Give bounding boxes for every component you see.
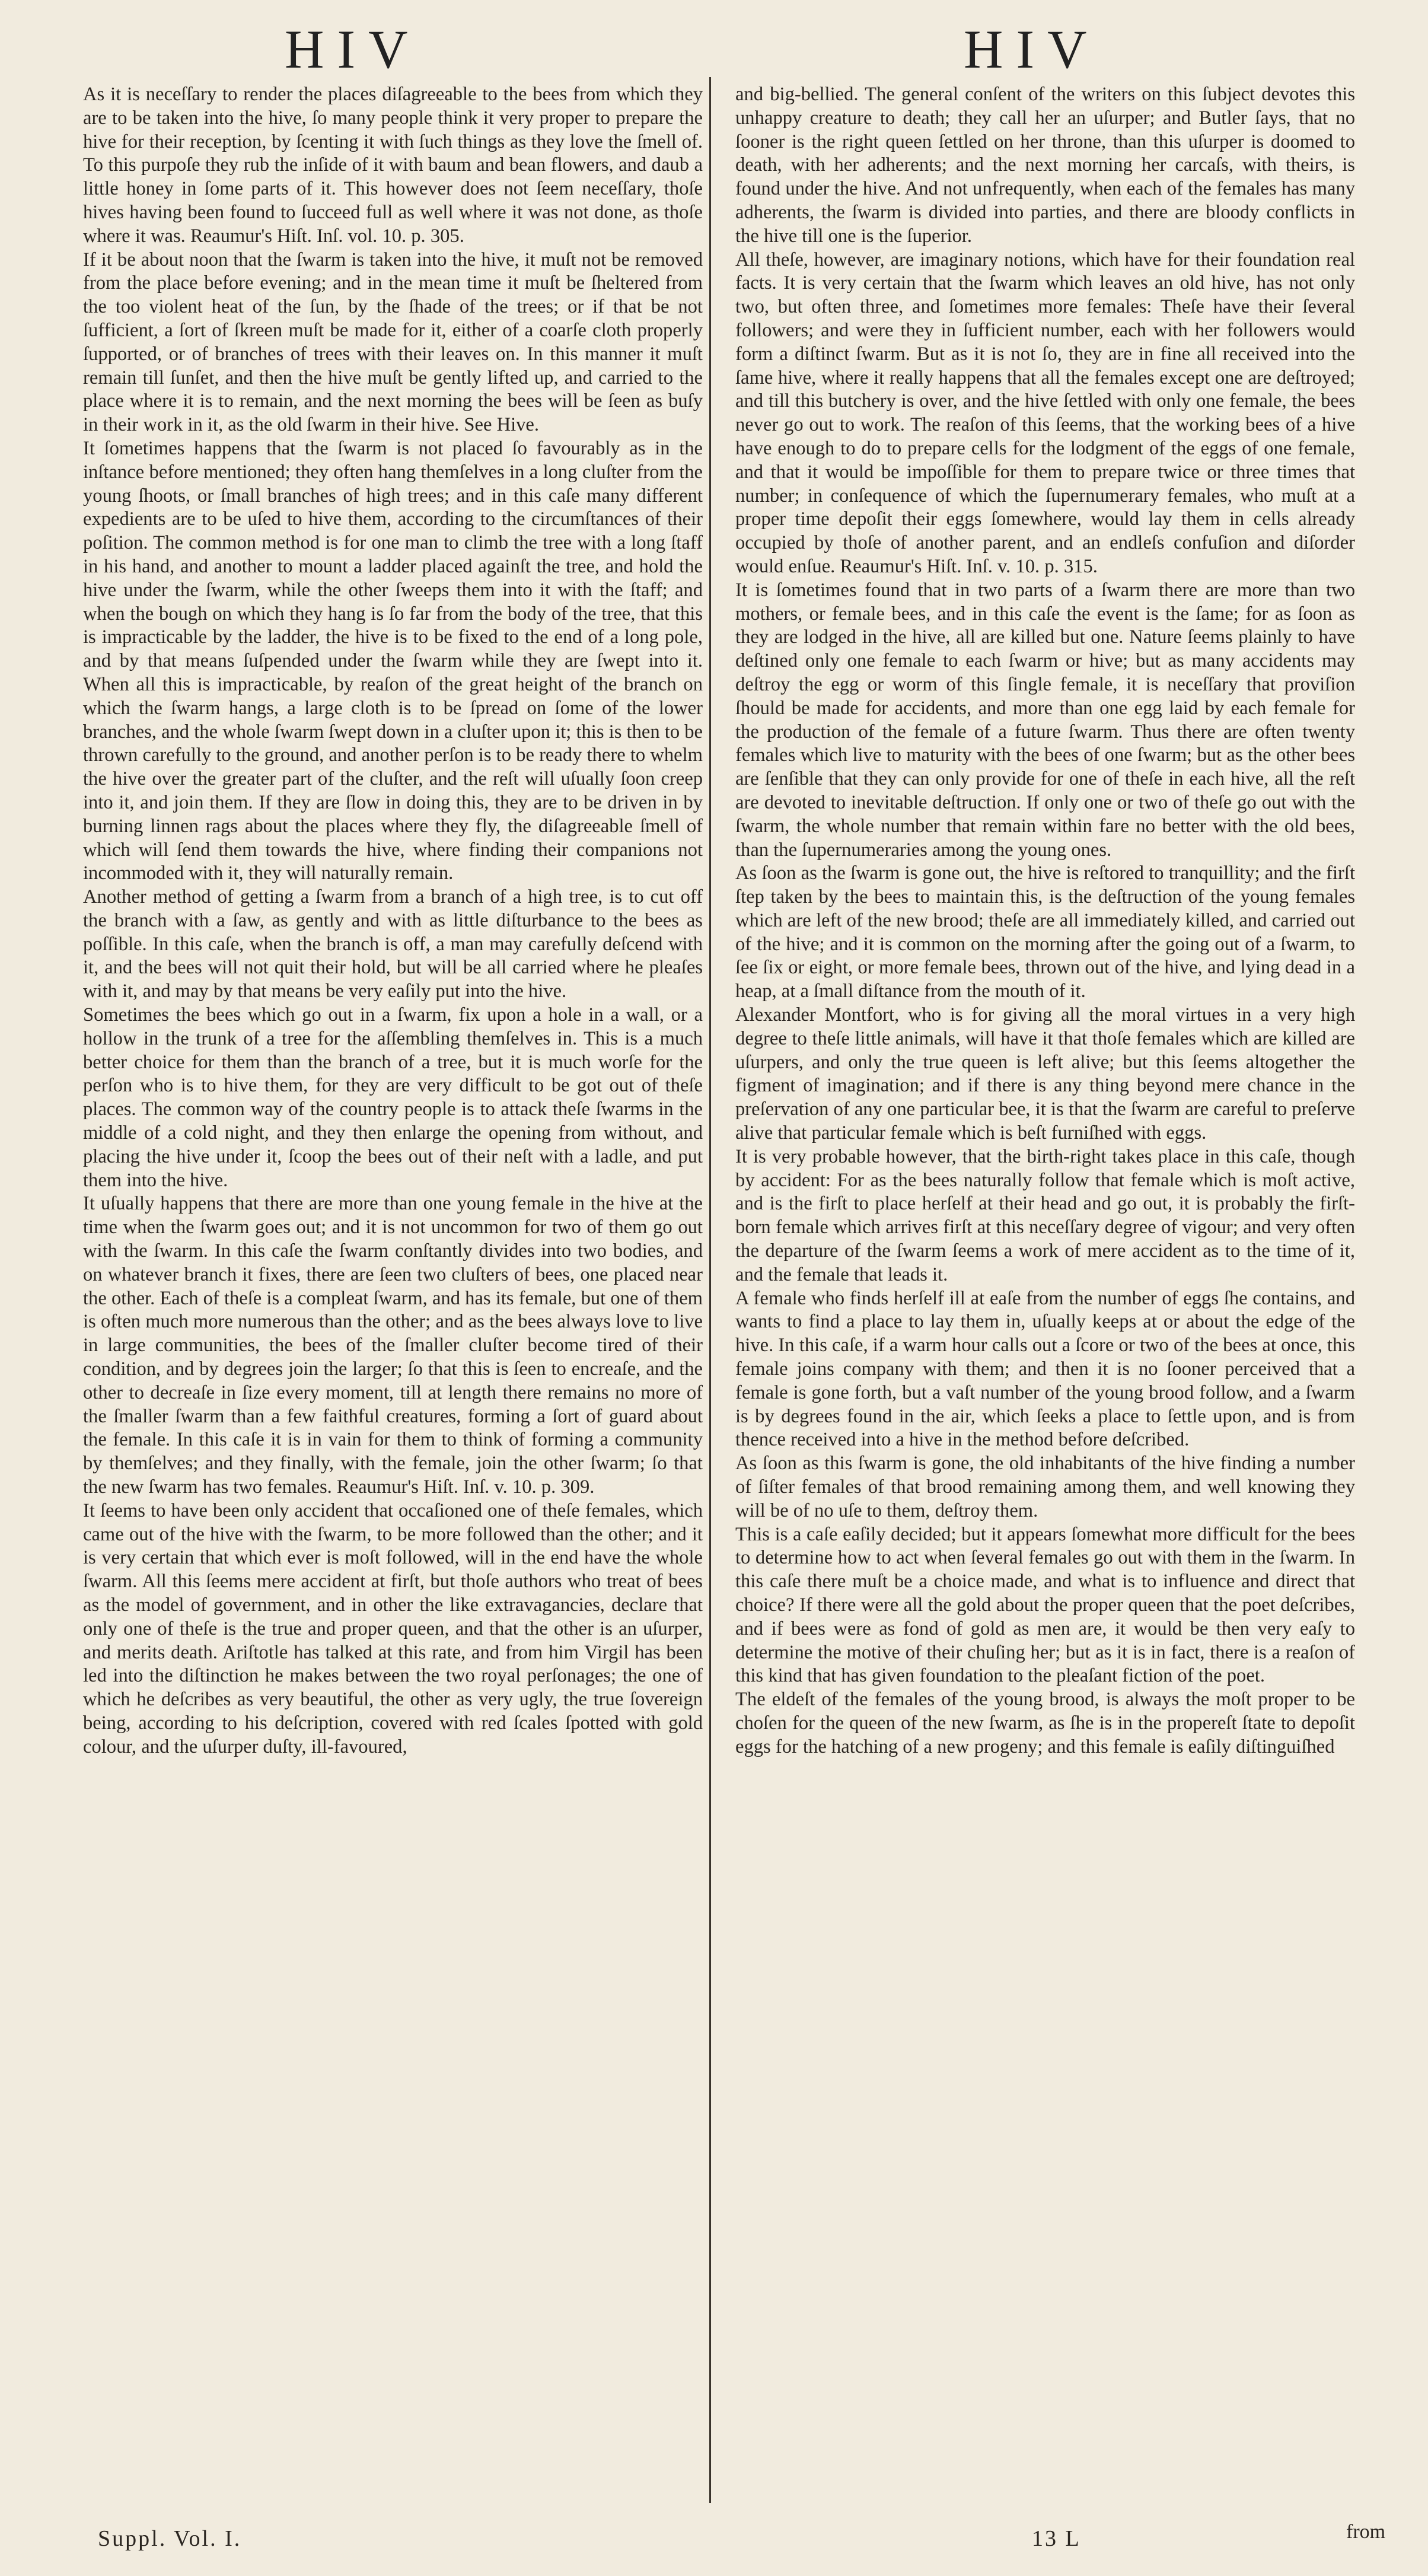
paragraph: Another method of getting a ſwarm from a branch of a high tree, is to cut off the branch with a ſaw, as gently and with as little diſturbance to the bees as poſſible. In this caſe, when the branch is off, a man may carefully deſcend with it, and the bees will not quit their hold, but will be all carried where he pleaſes with it, and may by that means be very eaſily put into the hive. [83, 886, 703, 1002]
left-column [83, 83, 703, 1759]
volume-footer: Suppl. Vol. I. [98, 2526, 242, 2551]
paragraph: As it is neceſſary to render the places diſagreeable to the bees from which they are to be taken into the hive, ſo many people think it very proper to prepare the hive for their reception, by ſcenting it with ſuch things as they love the ſmell of. To this purpoſe they rub the inſide of it with baum and bean flowers, and daub a little honey in ſome parts of it. This however does not ſeem neceſſary, thoſe hives having been found to ſucceed full as well where it was not done, as thoſe where it was. Reaumur's Hiſt. Inſ. vol. 10. p. 305. [83, 84, 703, 247]
paragraph: It ſometimes happens that the ſwarm is not placed ſo favourably as in the inſtance before mentioned; they often hang themſelves in a long cluſter from the young ſhoots, or ſmall branches of high trees; and in this caſe many different expedients are to be uſed to hive them, according to the circumſtances of their poſition. The common method is for one man to climb the tree with a long ſtaff in his hand, and another to mount a ladder placed againſt the tree, and hold the hive under the ſwarm, while the other ſweeps them into it with the ſtaff; and when the bough on which they hang is ſo far from the body of the tree, that this is impracticable by the ladder, the hive is to be fixed to the end of a long pole, and by that means ſuſpended under the ſwarm while they are ſwept into it. When all this is impracticable, by reaſon of the great height of the branch on which the ſwarm hangs, a large cloth is to be ſpread on ſome of the lower branches, and the whole ſwarm ſwept down in a cluſter upon it; this is then to be thrown carefully to the ground, and another perſon is to be ready there to whelm the hive over the greater part of the cluſter, and the reſt will uſually ſoon creep into it, and join them. If they are ſlow in doing this, they are to be driven in by burning linnen rags about the places where they fly, the diſagreeable ſmell of which will ſend them towards the hive, where finding their companions not incommoded with it, they will naturally remain. [83, 437, 703, 884]
paragraph: It ſeems to have been only accident that occaſioned one of theſe females, which came out of the hive with the ſwarm, to be more followed than the other; and it is very certain that which ever is moſt followed, will in the end have the whole ſwarm. All this ſeems mere accident at firſt, but thoſe authors who treat of bees as the model of government, and in other the like extravagancies, declare that only one of theſe is the true and proper queen, and that the other is an uſurper, and merits death. Ariſtotle has talked at this rate, and from him Virgil has been led into the diſtinction he makes between the two royal perſonages; the one of which he deſcribes as very beautiful, the other as very ugly, the true ſovereign being, according to his deſcription, covered with red ſcales ſpotted with gold colour, and the uſurper duſty, ill-favoured, [83, 1499, 703, 1757]
column-divider [709, 77, 711, 2503]
paragraph: Alexander Montfort, who is for giving all the moral virtues in a very high degree to theſe little animals, will have it that thoſe females which are killed are uſurpers, and only the true queen is left alive; but this ſeems altogether the figment of imagination; and if there is any thing beyond mere chance in the preſervation of any one particular bee, it is that the ſwarm are careful to preſerve alive that particular female which is beſt furniſhed with eggs. [735, 1004, 1355, 1144]
paragraph: and big-bellied. The general conſent of the writers on this ſubject devotes this unhappy creature to death; they call her an uſurper; and Butler ſays, that no ſooner is the right queen ſettled on her throne, than this uſurper is doomed to death, with her adherents; and the next morning her carcaſs, with theirs, is found under the hive. And not unfrequently, when each of the females has many adherents, the ſwarm is divided into parties, and there are bloody conflicts in the hive till one is the ſuperior. [735, 84, 1355, 247]
paragraph: The eldeſt of the females of the young brood, is always the moſt proper to be choſen for the queen of the new ſwarm, as ſhe is in the propereſt ſtate to depoſit eggs for the hatching of a new progeny; and this female is eaſily diſtinguiſhed [735, 1689, 1355, 1757]
running-head-right: HIV [964, 19, 1100, 79]
paragraph: It uſually happens that there are more than one young female in the hive at the time when the ſwarm goes out; and it is not uncommon for two of them go out with the ſwarm. In this caſe the ſwarm conſtantly divides into two bodies, and on whatever branch it fixes, there are ſeen two cluſters of bees, one placed near the other. Each of theſe is a compleat ſwarm, and has its female, but one of them is often much more numerous than the other; and as the bees always love to live in large communities, the bees of the ſmaller cluſter become tired of their condition, and by degrees join the larger; ſo that this is ſeen to encreaſe, and the other to decreaſe in ſize every moment, till at length there remains no more of the ſmaller ſwarm than a few faithful creatures, forming a ſort of guard about the female. In this caſe it is in vain for them to think of forming a community by themſelves; and they finally, with the female, join the other ſwarm; ſo that the new ſwarm has two females. Reaumur's Hiſt. Inſ. v. 10. p. 309. [83, 1193, 703, 1498]
paragraph: Sometimes the bees which go out in a ſwarm, fix upon a hole in a wall, or a hollow in the trunk of a tree for the aſſembling themſelves in. This is a much better choice for them than the branch of a tree, but it is much worſe for the perſon who is to hive them, for they are very difficult to be got out of theſe places. The common way of the country people is to attack theſe ſwarms in the middle of a cold night, and they then enlarge the opening from without, and placing the hive under it, ſcoop the bees out of their neſt with a ladle, and put them into the hive. [83, 1004, 703, 1191]
paragraph: As ſoon as the ſwarm is gone out, the hive is reſtored to tranquillity; and the firſt ſtep taken by the bees to maintain this, is the deſtruction of the young females which are left of the new brood; theſe are all immediately killed, and carried out of the hive; and it is common on the morning after the going out of a ſwarm, to ſee ſix or eight, or more female bees, thrown out of the hive, and lying dead in a heap, at a ſmall diſtance from the mouth of it. [735, 862, 1355, 1002]
right-column [735, 83, 1355, 1759]
paragraph: A female who finds herſelf ill at eaſe from the number of eggs ſhe contains, and wants to find a place to lay them in, uſually keeps at or about the edge of the hive. In this caſe, if a warm hour calls out a ſcore or two of the bees at once, this female joins company with them; and then it is no ſooner perceived that a female is gone forth, but a vaſt number of the young brood follow, and a ſwarm is by degrees found in the air, which ſeeks a place to ſettle upon, and is from thence received into a hive in the method before deſcribed. [735, 1287, 1355, 1451]
running-head-left: HIV [285, 19, 421, 79]
paragraph: It is very probable however, that the birth-right takes place in this caſe, though by accident: For as the bees naturally follow that female which is moſt active, and is the firſt to place herſelf at their head and go out, it is probably the firſt-born female which arrives firſt at this neceſſary degree of vigour; and very often the departure of the ſwarm ſeems a work of mere accident as to the time of it, and the female that leads it. [735, 1145, 1355, 1285]
paragraph: It is ſometimes found that in two parts of a ſwarm there are more than two mothers, or female bees, and in this caſe the event is the ſame; for as ſoon as they are lodged in the hive, all are killed but one. Nature ſeems plainly to have deſtined only one female to each ſwarm or hive; but as many accidents may deſtroy the egg or worm of this ſingle female, it is neceſſary that proviſion ſhould be made for accidents, and more than one egg laid by each female for the production of the female of a future ſwarm. Thus there are often twenty females which live to maturity with the bees of one ſwarm; but as the other bees are ſenſible that they can only provide for one of theſe in each hive, all the reſt are devoted to inevitable deſtruction. If only one or two of theſe go out with the ſwarm, the whole number that remain within fare no better with the old bees, than the ſupernumeraries among the young ones. [735, 579, 1355, 861]
catchword: from [1346, 2521, 1386, 2543]
paragraph: This is a caſe eaſily decided; but it appears ſomewhat more difficult for the bees to determine how to act when ſeveral females go out with them in the ſwarm. In this caſe there muſt be a choice made, and what is to influence and direct that choice? If there were all the gold about the proper queen that the poet deſcribes, and if bees were as fond of gold as men are, it would be then very eaſy to determine the motive of their chuſing her; but as it is in fact, there is a reaſon of this kind that has given foundation to the pleaſant fiction of the poet. [735, 1523, 1355, 1687]
signature-mark: 13 L [1032, 2526, 1081, 2551]
paragraph: All theſe, however, are imaginary notions, which have for their foundation real facts. It is very certain that the ſwarm which leaves an old hive, has not only two, but often three, and ſometimes more females: Theſe have their ſeveral followers; and were they in ſufficient number, each with her followers would form a diſtinct ſwarm. But as it is not ſo, they are in fine all received into the ſame hive, where it really happens that all the females except one are deſtroyed; and till this butchery is over, and the hive ſettled with only one female, the bees never go out to work. The reaſon of this ſeems, that the working bees of a hive have enough to do to prepare cells for the lodgment of the eggs of one female, and that it would be impoſſible for them to prepare twice or three times that number; in conſequence of which the ſupernumerary females, who muſt at a proper time depoſit their eggs ſomewhere, would lay them in cells already occupied by thoſe of another parent, and an endleſs confuſion and diſorder would enſue. Reaumur's Hiſt. Inſ. v. 10. p. 315. [735, 249, 1355, 577]
paragraph: As ſoon as this ſwarm is gone, the old inhabitants of the hive finding a number of ſiſter females of that brood remaining among them, and well knowing they will be of no uſe to them, deſtroy them. [735, 1453, 1355, 1521]
paragraph: If it be about noon that the ſwarm is taken into the hive, it muſt not be removed from the place before evening; and in the mean time it muſt be ſheltered from the too violent heat of the ſun, by the ſhade of the trees; or if that be not ſufficient, a ſort of ſkreen muſt be made for it, either of a coarſe cloth properly ſupported, or of branches of trees with their leaves on. In this manner it muſt remain till ſunſet, and then the hive muſt be gently lifted up, and carried to the place where it is to remain, and the next morning the bees will be ſeen as buſy in their work in it, as the old ſwarm in their hive. See Hive. [83, 249, 703, 436]
